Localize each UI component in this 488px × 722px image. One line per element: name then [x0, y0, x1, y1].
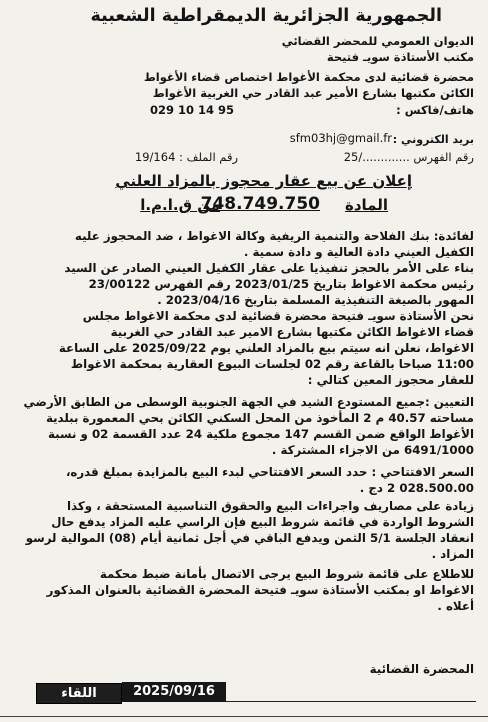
address-line: الكائن مكتبها بشارع الأمير عبد القادر حي الغربية الأغواط [152, 86, 474, 100]
body-line: انعقاد الجلسة 5/1 الثمن ويدفع الباقي في أجل ثمانية أيام (08) الموالية لرسو [25, 531, 474, 545]
body-line: الأغواط الواقع ضمن القسم 147 مجموع ملكية 24 عدد القسمة 02 و نسبة [47, 427, 474, 441]
file-reference: رقم الملف : 19/164 [134, 150, 238, 164]
body-line: 11:00 صباحا بالقاعة رقم 02 لجلسات البيوع العقارية بمحكمة الاغواط [70, 357, 474, 371]
email-label: بريد الكتروني : [392, 133, 474, 146]
body-line: نحن الأستاذة سويـ فتيحة محضرة قضائية لدى محكمة الاغواط مجلس [82, 309, 474, 323]
signature: المحضرة القضائية [369, 662, 474, 676]
issue-date: 2025/09/16 [122, 682, 226, 702]
body-line: قضاء الاغواط الكائن مكتبها بشارع الامير عبد القادر حي الغربية [110, 325, 474, 339]
republic-title: الجمهورية الجزائرية الديمقراطية الشعبية [90, 6, 442, 26]
body-line: السعر الافتتاحي : حدد السعر الافتتاحي لبدء البيع بالمزايدة بمبلغ قدره، [65, 465, 474, 479]
body-line: الشروط الواردة في قائمة شروط البيع فإن الراسي عليه المزاد يدفع حال [51, 515, 474, 529]
phone-label: هاتف/فاكس : [396, 103, 474, 117]
body-line: للاطلاع على قائمة شروط البيع يرجى الاتصال بأمانة ضبط محكمة [99, 567, 474, 581]
body-line: مساحته 40.57 م 2 المأخوذ من المحل السكني الكائن بحي المعمورة ببلدية [45, 411, 474, 425]
body-line: لفائدة: بنك الفلاحة والتنمية الريفية وكالة الاغواط ، ضد المحجوز عليه [74, 229, 474, 243]
body-line: أعلاه . [437, 599, 474, 613]
brand-label: اللقاء [61, 686, 97, 701]
body-line: 6491/1000 من الاجزاء المشتركة . [271, 443, 474, 457]
email-address: sfm03hj@gmail.fr [289, 131, 392, 145]
body-line: التعيين :جميع المستودع الشيد في الجهة الجنوبية الوسطى من الطابق الأرضي [23, 395, 474, 409]
body-line: الكفيل العيني دادة العالية و دادة سمية . [243, 245, 474, 259]
body-line: المهور بالصيغة التنفيذية المسلمة بتاريخ 2023/04/16 . [157, 293, 474, 307]
body-line: الاغواط، نعلن انه سيتم بيع بالمزاد العلني يوم 2025/09/22 على الساعة [58, 341, 474, 355]
page-bottom-rule [0, 716, 488, 717]
cabinet-name: مكتب الأستاذة سويـ فتيحة [326, 50, 474, 64]
body-line: للعقار محجوز المعين كتالي : [307, 373, 474, 387]
court-line: محضرة قضائية لدى محكمة الأغواط اختصاص قضاء الأغواط [143, 70, 474, 84]
footer-rule [226, 701, 476, 702]
article-label: المادة [344, 196, 388, 214]
office-name: الديوان العمومي للمحضر القضائي [281, 34, 474, 48]
body-line: المزاد . [431, 547, 474, 561]
body-line: زيادة على مصاريف واجراءات البيع والحقوق التناسبية المستحقة ، وكذا [67, 499, 474, 513]
article-value: 748.749.750 [200, 194, 320, 214]
announcement-title: إعلان عن بيع عقار محجوز بالمزاد العلني [115, 172, 412, 190]
body-line: بناء على الأمر بالحجز تنفيذيا على عقار الكفيل العيني الصادر عن السيد [64, 261, 474, 275]
article-prefix [345, 196, 388, 214]
file-index: رقم الفهرس ............./25 [343, 150, 474, 164]
article-suffix: من ق.ا.م.ا [140, 196, 220, 214]
newspaper-brand [36, 683, 122, 704]
body-line: الاغواط او بمكتب الأستاذة سويـ فتيحة المحضرة القضائية بالعنوان المذكور [46, 583, 474, 597]
body-line: 028.500.00 2 دج . [359, 481, 474, 495]
body-line: رئيس محكمة الاغواط بتاريخ 2023/01/25 رقم الفهرس 23/00122 [88, 277, 474, 291]
phone-number: 029 10 14 95 [149, 103, 234, 117]
